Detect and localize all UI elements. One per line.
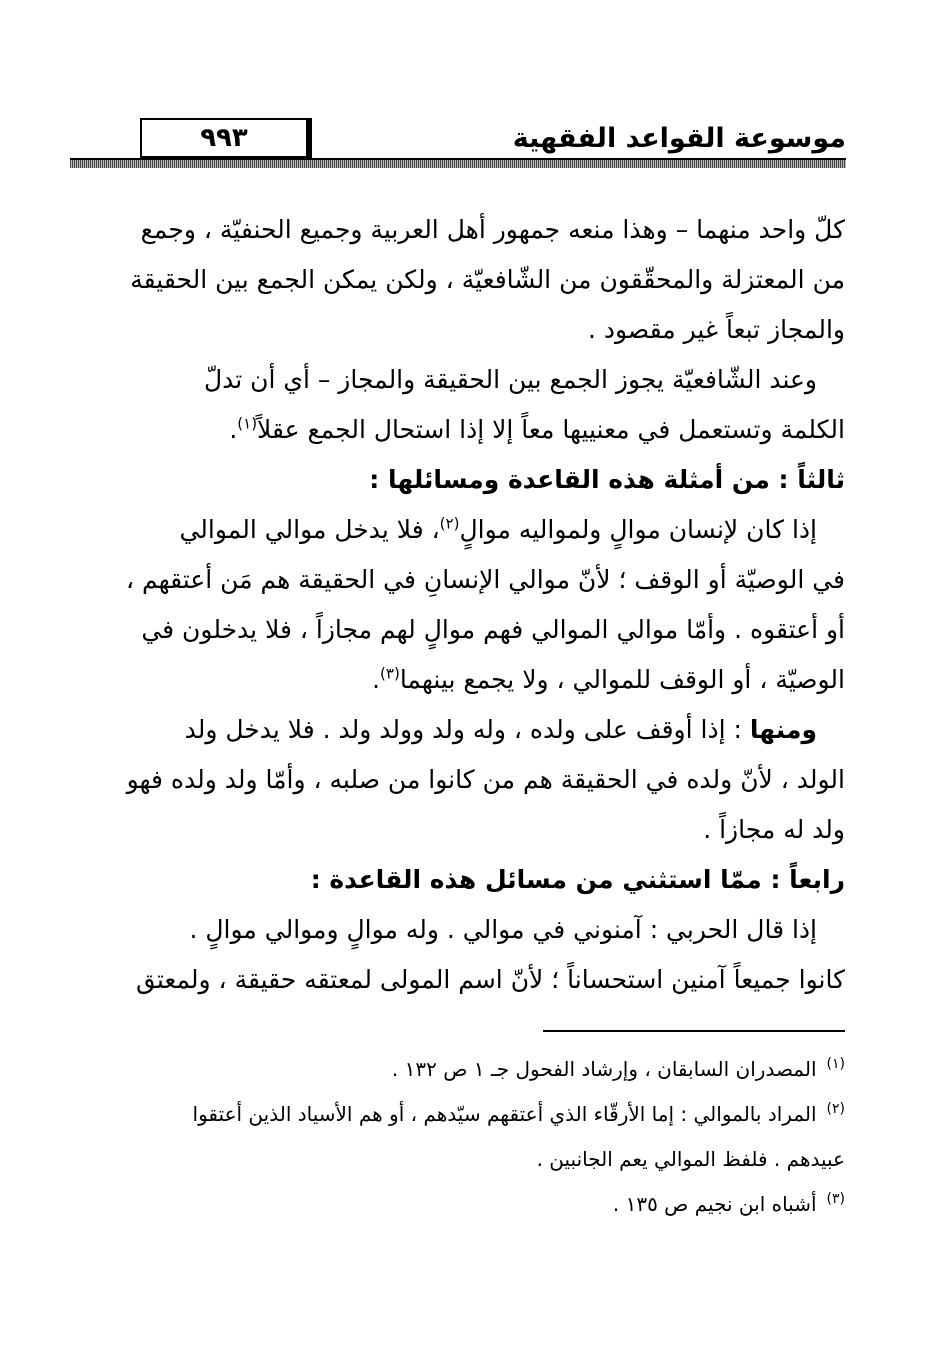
- footnote-text: أشباه ابن نجيم ص ١٣٥ .: [612, 1192, 817, 1216]
- footnote-number: (٣): [826, 1191, 845, 1208]
- footnote-text: المصدران السابقان ، وإرشاد الفحول جـ ١ ص ١٣٢ .: [391, 1057, 817, 1081]
- text-line: كلّ واحد منهما – وهذا منعه جمهور أهل العربية وجميع الحنفيّة ، وجمع: [140, 215, 845, 244]
- footnote-number: (٢): [826, 1101, 845, 1118]
- text-line: [70, 705, 845, 755]
- text-span: .: [229, 415, 238, 444]
- main-text: [70, 205, 845, 1005]
- text-span: الكلمة وتستعمل في معنييها معاً إلا إذا استحال الجمع عقلاً: [257, 415, 845, 444]
- footnote-text: عبيدهم . فلفظ الموالي يعم الجانبين .: [536, 1147, 845, 1171]
- text-line: وعند الشّافعيّة يجوز الجمع بين الحقيقة والمجاز – أي أن تدلّ: [203, 365, 817, 394]
- page-number: ٩٩٣: [200, 123, 248, 153]
- text-line: إذا قال الحربي : آمنوني في موالي . وله موالٍ وموالي موالٍ .: [189, 915, 817, 944]
- text-span: : إذا أوقف على ولده ، وله ولد وولد ولد . فلا يدخل ولد: [184, 715, 742, 744]
- footnote-separator: [543, 1030, 845, 1032]
- page-header: [70, 118, 846, 168]
- footnote-ref: (٣): [380, 664, 400, 683]
- footnote-ref: (١): [237, 414, 258, 433]
- footnote: [70, 1182, 845, 1227]
- running-title: موسوعة القواعد الفقهية: [512, 123, 846, 154]
- text-span: .: [372, 665, 381, 694]
- text-line: [70, 505, 845, 555]
- text-span: الوصيّة ، أو الوقف للموالي ، ولا يجمع بينهما: [399, 665, 845, 694]
- text-line: ولد له مجازاً .: [703, 815, 845, 844]
- text-line: أو أعتقوه . وأمّا موالي الموالي فهم موالٍ لهم مجازاً ، فلا يدخلون في: [141, 615, 845, 644]
- text-line: من المعتزلة والمحقّقون من الشّافعيّة ، ولكن يمكن الجمع بين الحقيقة: [130, 265, 845, 294]
- footnote-ref: (٢): [439, 514, 460, 533]
- paragraph-lead: ومنها: [749, 715, 817, 744]
- section-heading: رابعاً : ممّا استثني من مسائل هذه القاعدة :: [310, 865, 845, 894]
- footnote-number: (١): [826, 1056, 845, 1073]
- footnote-continuation: [70, 1137, 845, 1182]
- footnote: [70, 1092, 845, 1137]
- text-line: [70, 405, 845, 455]
- text-span: ، فلا يدخل موالي الموالي: [179, 515, 440, 544]
- text-line: والمجاز تبعاً غير مقصود .: [587, 315, 845, 344]
- footnote: [70, 1047, 845, 1092]
- text-span: إذا كان لإنسان موالٍ ولمواليه موالٍ: [459, 515, 817, 544]
- text-line: الولد ، لأنّ ولده في الحقيقة هم من كانوا من صلبه ، وأمّا ولد ولده فهو: [126, 765, 845, 794]
- page-number-box: [140, 118, 312, 160]
- footnotes: [70, 1047, 845, 1227]
- text-line: كانوا جميعاً آمنين استحساناً ؛ لأنّ اسم المولى لمعتقه حقيقة ، ولمعتق: [136, 965, 845, 994]
- text-line: في الوصيّة أو الوقف ؛ لأنّ موالي الإنسانِ في الحقيقة هم مَن أعتقهم ،: [125, 565, 845, 594]
- footnote-text: المراد بالموالي : إما الأرقّاء الذي أعتقهم سيّدهم ، أو هم الأسياد الذين أعتقوا: [192, 1102, 817, 1126]
- header-rule: [70, 160, 846, 168]
- section-heading: ثالثاً : من أمثلة هذه القاعدة ومسائلها :: [369, 465, 845, 494]
- text-line: [70, 655, 845, 705]
